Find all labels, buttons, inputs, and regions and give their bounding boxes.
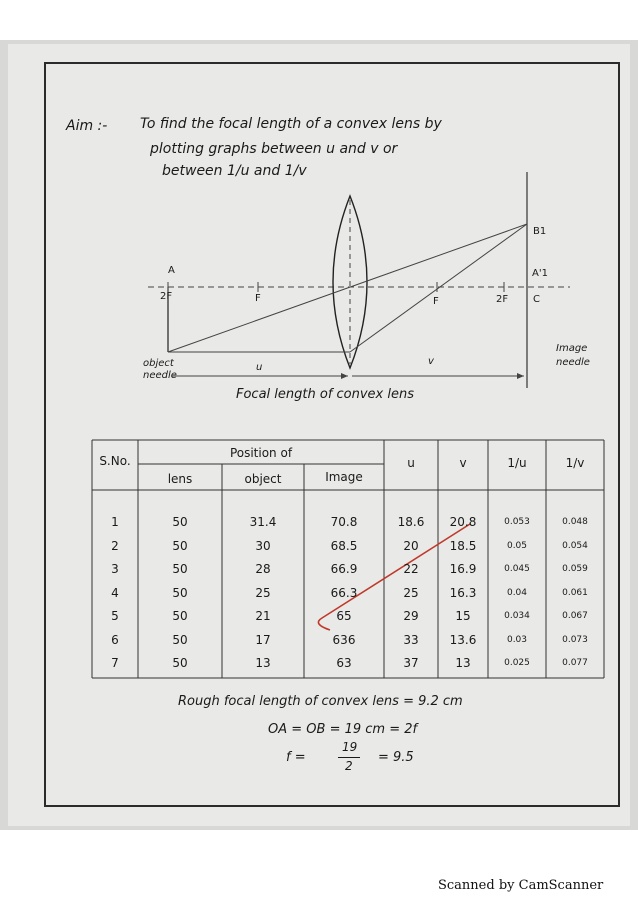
table-cell-u: 22	[403, 562, 419, 576]
table-cell-lens: 50	[172, 562, 188, 576]
table-cell-lens: 50	[172, 538, 188, 553]
table-cell-sno: 5	[111, 609, 119, 623]
table-cell-sno: 2	[111, 538, 119, 553]
table-cell-inv-v: 0.059	[562, 564, 588, 574]
table-cell-u: 33	[403, 632, 419, 647]
label-c: C	[533, 294, 540, 305]
table-cell-object: 25	[255, 585, 271, 600]
diagram-caption: Focal length of convex lens	[236, 387, 415, 402]
table-cell-image: 66.9	[330, 562, 358, 576]
table-cell-inv-v: 0.048	[562, 517, 588, 527]
header-image: Image	[325, 470, 363, 484]
table-cell-lens: 50	[172, 632, 188, 647]
table-cell-image: 70.8	[330, 515, 358, 529]
scanner-watermark: Scanned by CamScanner	[438, 878, 604, 893]
table-cell-u: 29	[403, 609, 419, 623]
label-f-right: F	[433, 296, 439, 307]
table-cell-lens: 50	[172, 515, 188, 529]
table-cell-sno: 7	[111, 656, 119, 670]
header-sno: S.No.	[99, 454, 131, 468]
header-position-of: Position of	[229, 446, 293, 460]
table-cell-object: 31.4	[249, 515, 277, 529]
f-numerator: 19	[342, 740, 358, 754]
table-cell-u: 20	[403, 538, 419, 553]
table-cell-inv-u: 0.025	[504, 658, 530, 668]
header-object: object	[244, 472, 282, 486]
table-cell-v: 16.9	[449, 562, 477, 576]
table-cell-image: 63	[336, 656, 352, 670]
label-2f-left: 2F	[160, 291, 173, 302]
table-cell-image: 66.3	[330, 585, 358, 600]
label-2f-right: 2F	[496, 294, 509, 305]
table-cell-lens: 50	[172, 585, 188, 600]
table-cell-image: 65	[336, 609, 352, 623]
fraction-bar	[338, 757, 360, 758]
table-cell-lens: 50	[172, 609, 188, 623]
table-cell-object: 21	[255, 609, 271, 623]
table-cell-inv-v: 0.067	[562, 611, 588, 621]
table-cell-inv-u: 0.03	[506, 634, 528, 645]
aim-line-3: between 1/u and 1/v	[162, 163, 307, 179]
f-lhs: f =	[286, 750, 306, 765]
f-rhs: = 9.5	[378, 750, 414, 765]
aim-label: Aim :-	[66, 118, 108, 134]
table-cell-object: 30	[255, 538, 271, 553]
table-cell-sno: 4	[111, 585, 119, 600]
table-cell-inv-v: 0.077	[562, 658, 588, 668]
table-cell-inv-u: 0.045	[504, 564, 530, 574]
header-inv-v: 1/v	[565, 456, 585, 470]
header-inv-u: 1/u	[507, 456, 527, 470]
table-cell-sno: 1	[111, 515, 119, 529]
table-cell-v: 13	[455, 656, 471, 670]
label-v: v	[428, 356, 434, 367]
table-cell-v: 13.6	[449, 632, 477, 647]
label-a1: A'1	[532, 268, 548, 279]
aim-line-2: plotting graphs between u and v or	[150, 141, 398, 157]
table-cell-v: 16.3	[449, 585, 477, 600]
table-cell-object: 13	[255, 656, 271, 670]
label-image-needle: Image needle	[556, 343, 590, 368]
table-cell-u: 37	[403, 656, 419, 670]
header-v: v	[459, 456, 467, 470]
table-cell-u: 18.6	[397, 515, 425, 529]
table-cell-v: 18.5	[449, 538, 477, 553]
table-cell-lens: 50	[172, 656, 188, 670]
table-cell-inv-u: 0.05	[506, 540, 528, 551]
table-cell-inv-v: 0.073	[562, 634, 588, 645]
table-cell-inv-v: 0.061	[562, 587, 588, 598]
table-cell-v: 20.8	[449, 515, 477, 529]
table-cell-v: 15	[455, 609, 471, 623]
table-cell-u: 25	[403, 585, 419, 600]
label-u: u	[256, 362, 263, 373]
table-cell-object: 28	[255, 562, 271, 576]
label-a: A	[168, 265, 175, 276]
table-cell-image: 636	[332, 632, 356, 647]
header-lens: lens	[167, 472, 193, 486]
table-cell-object: 17	[255, 632, 271, 647]
table-cell-inv-u: 0.034	[504, 611, 530, 621]
oa-ob-equation: OA = OB = 19 cm = 2f	[268, 722, 418, 737]
label-b1: B1	[533, 226, 547, 237]
f-denominator: 2	[345, 759, 353, 773]
table-cell-image: 68.5	[330, 538, 358, 553]
table-cell-inv-v: 0.054	[562, 540, 588, 551]
label-f-left: F	[255, 293, 261, 304]
label-object-needle: object needle	[143, 358, 177, 381]
table-cell-sno: 6	[111, 632, 119, 647]
table-cell-sno: 3	[111, 562, 119, 576]
header-u: u	[407, 456, 415, 470]
aim-line-1: To find the focal length of a convex lens by	[140, 116, 442, 132]
table-cell-inv-u: 0.04	[506, 587, 528, 598]
rough-focal-length: Rough focal length of convex lens = 9.2 cm	[178, 694, 463, 709]
table-cell-inv-u: 0.053	[504, 517, 530, 527]
